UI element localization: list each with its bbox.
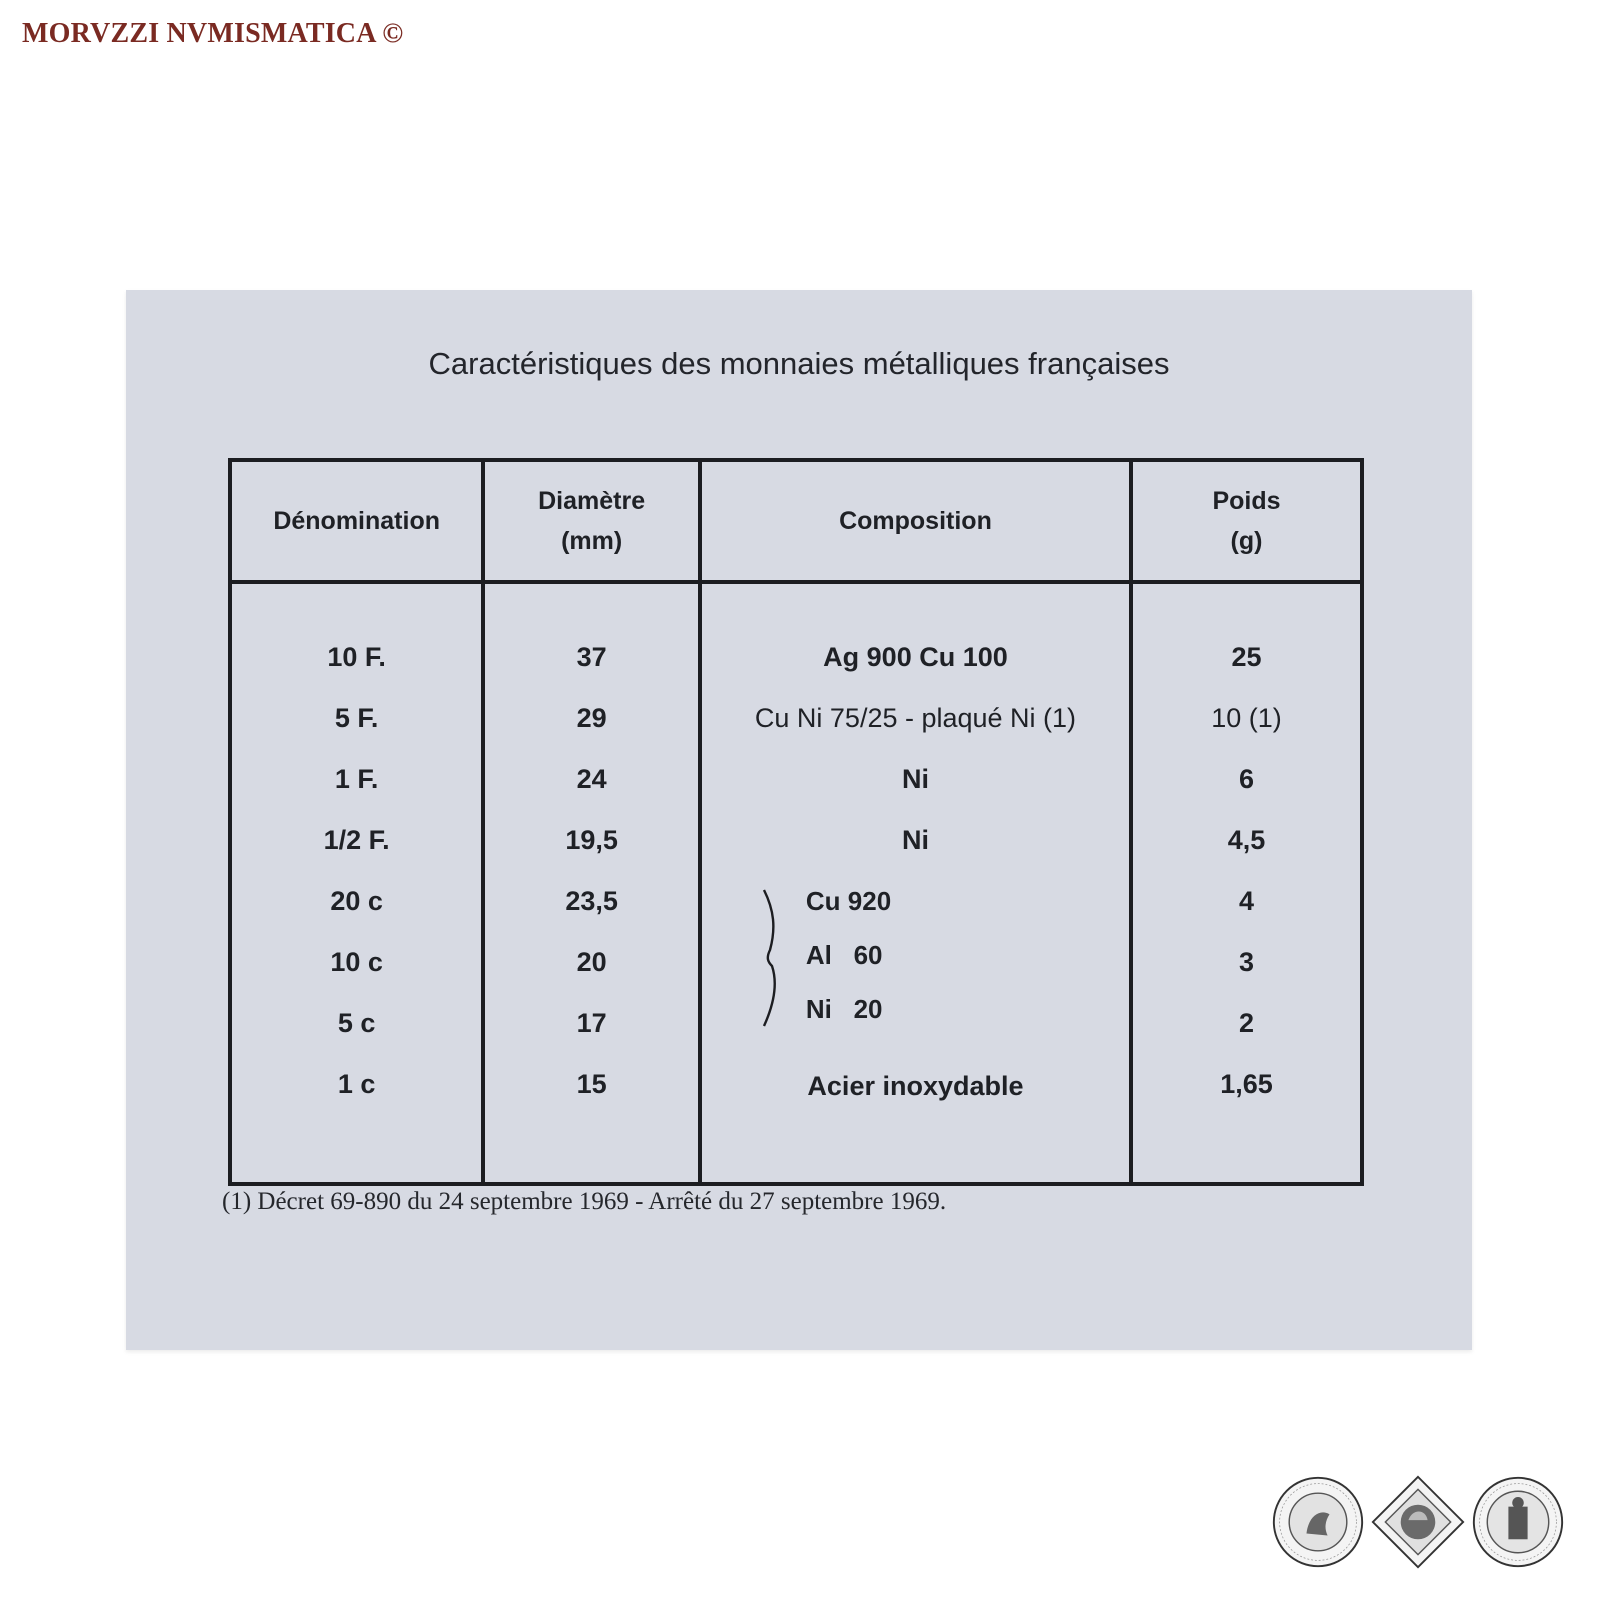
composition-cell: Ni <box>901 764 929 794</box>
denomination-cell: 10 F. <box>327 642 386 672</box>
curly-brace-icon <box>758 888 782 1028</box>
watermark: MORVZZI NVMISMATICA © <box>22 18 404 49</box>
nip-seal-icon <box>1270 1474 1366 1570</box>
header-denomination <box>230 460 483 582</box>
composition-cell: Acier inoxydable <box>807 1071 1024 1101</box>
table-header-row <box>230 460 1362 582</box>
alloy-line: Ni 20 <box>805 994 883 1024</box>
footnote: (1) Décret 69-890 du 24 septembre 1969 - Arrêté du 27 septembre 1969. <box>222 1188 947 1215</box>
composition-cell: Ag 900 Cu 100 <box>823 642 1008 672</box>
denomination-column <box>230 582 483 1184</box>
denomination-cell: 20 c <box>330 886 383 916</box>
information-card <box>126 290 1472 1350</box>
composition-column <box>700 582 1131 1184</box>
header-weight <box>1131 460 1362 582</box>
denomination-cell: 5 c <box>337 1008 376 1038</box>
diameter-cell: 24 <box>576 764 607 794</box>
weight-cell: 1,65 <box>1220 1069 1273 1099</box>
diameter-cell: 19,5 <box>565 825 618 855</box>
table-body-row <box>230 582 1362 1184</box>
header-composition <box>700 460 1131 582</box>
weight-cell: 6 <box>1239 764 1255 794</box>
diameter-cell: 23,5 <box>565 886 618 916</box>
diameter-cell: 20 <box>576 947 607 977</box>
header-diameter <box>483 460 700 582</box>
weight-cell: 3 <box>1239 947 1255 977</box>
header-denomination-label: Dénomination <box>273 507 440 535</box>
composition-cell: Cu Ni 75/25 - plaqué Ni (1) <box>754 703 1077 733</box>
header-weight-unit: (g) <box>1230 527 1263 555</box>
weight-cell: 25 <box>1231 642 1262 672</box>
denomination-cell: 1 c <box>337 1069 376 1099</box>
header-diameter-label: Diamètre <box>538 487 646 515</box>
diameter-column <box>483 582 700 1184</box>
denomination-cell: 5 F. <box>334 703 379 733</box>
diameter-cell: 29 <box>576 703 607 733</box>
diameter-cell: 17 <box>576 1008 607 1038</box>
diameter-cell: 15 <box>576 1069 607 1099</box>
weight-cell: 10 (1) <box>1211 703 1282 733</box>
association-seals <box>1270 1468 1570 1578</box>
header-weight-label: Poids <box>1212 487 1281 515</box>
composition-cell: Ni <box>901 825 929 855</box>
coin-specs-table <box>228 458 1364 1186</box>
weight-cell: 4,5 <box>1227 825 1266 855</box>
header-composition-label: Composition <box>839 507 992 535</box>
denomination-cell: 10 c <box>330 947 383 977</box>
header-diameter-unit: (mm) <box>561 527 623 555</box>
diameter-cell: 37 <box>576 642 607 672</box>
berufsverband-seal-icon <box>1470 1474 1566 1570</box>
weight-cell: 2 <box>1239 1008 1255 1038</box>
weight-column <box>1131 582 1362 1184</box>
denomination-cell: 1/2 F. <box>323 825 390 855</box>
alloy-line: Al 60 <box>805 940 883 970</box>
denomination-cell: 1 F. <box>334 764 379 794</box>
iapn-seal-icon <box>1370 1474 1466 1570</box>
alloy-line: Cu 920 <box>805 886 892 916</box>
weight-cell: 4 <box>1239 886 1255 916</box>
card-title: Caractéristiques des monnaies métalliques françaises <box>428 346 1170 381</box>
alloy-composition-group <box>702 880 1129 1065</box>
